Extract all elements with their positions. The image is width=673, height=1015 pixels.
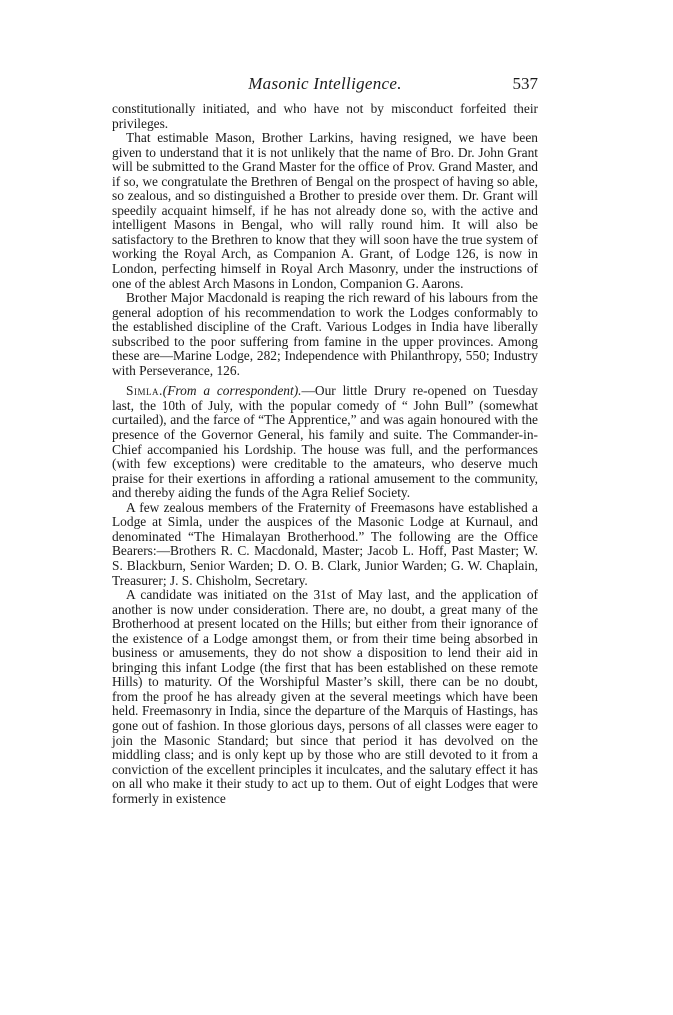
running-title: Masonic Intelligence. — [248, 74, 402, 93]
paragraph-macdonald: Brother Major Macdonald is reaping the rich reward of his labours from the general adoption of his recommendation to work the Lodges conformably to the established discipline of the Craft. Various Lodges in India have liberally subscribed to the poor suffering from famine in the upper provinces. Among these are—Marine Lodge, 282; Independence with Philanthropy, 550; Industry with Perseverance, 126. — [112, 290, 538, 378]
paragraph-lodge-simla: A few zealous members of the Fraternity of Freemasons have established a Lodge at Simla, under the auspices of the Masonic Lodge at Kurnaul, and denominated “The Himalayan Brotherhood.” The following are the Office Bearers:—Brothers R. C. Macdonald, Master; Jacob L. Hoff, Past Master; W. S. Blackburn, Senior Warden; D. O. B. Clark, Junior Warden; G. W. Chaplain, Treasurer; J. S. Chisholm, Secretary. — [112, 499, 538, 588]
paragraph-continued: constitutionally initiated, and who have not by misconduct forfeited their privileges. — [112, 101, 538, 131]
article-body — [112, 102, 538, 806]
paragraph-candidate: A candidate was initiated on the 31st of May last, and the application of another is now under consideration. There are, no doubt, a great many of the Brotherhood at present located on the Hills; but either from their ignorance of the existence of a Lodge amongst them, or from their time being absorbed in business or amusements, they do not show a disposition to lend their aid in bringing this infant Lodge (the first that has been established on these remote Hills) to maturity. Of the Worshipful Master’s skill, there can be no doubt, from the proof he has already given at the several meetings which have been held. Freemasonry in India, since the departure of the Marquis of Hastings, has gone out of fashion. In those glorious days, persons of all classes were eager to join the Masonic Standard; but since that period it has devolved on the middling class; and is only kept up by those who are still devoted to it from a conviction of the excellent principles it inculcates, and the salutary effect it has on all who make it their study to act up to them. Out of eight Lodges that were formerly in existence — [112, 587, 538, 806]
paragraph-simla — [112, 384, 538, 500]
page — [112, 72, 538, 806]
paragraph-grant: That estimable Mason, Brother Larkins, having resigned, we have been given to understand that it is not unlikely that the name of Bro. Dr. John Grant will be submitted to the Grand Master for the office of Prov. Grand Master, and if so, we congratulate the Brethren of Bengal on the prospect of having so able, so zealous, and so distinguished a Brother to preside over them. Dr. Grant will speedily acquaint himself, if he has not already done so, with the active and intelligent Masons in Bengal, who will rally round him. It will also be satisfactory to the Brethren to know that they will soon have the true system of working the Royal Arch, as Companion A. Grant, of Lodge 126, is now in London, perfecting himself in Royal Arch Masonry, under the instructions of one of the ablest Arch Masons in London, Companion G. Aarons. — [112, 130, 538, 291]
simla-text: —Our little Drury re-opened on Tuesday last, the 10th of July, with the popular comedy of “ John Bull” (somewhat curtailed), and the farce of “The Apprentice,” and was again honoured with the presence of the Governor General, his family and suite. The Commander-in-Chief accompanied his Lordship. The house was full, and the performances (with few exceptions) were creditable to the amateurs, who deserve much praise for their exertions in affording a rational amusement to the community, and thereby aiding the funds of the Agra Relief Society. — [112, 383, 538, 501]
running-head — [112, 72, 538, 102]
simla-heading: Simla. — [126, 383, 163, 399]
simla-source: (From a correspondent). — [162, 383, 302, 399]
page-number: 537 — [512, 74, 538, 93]
